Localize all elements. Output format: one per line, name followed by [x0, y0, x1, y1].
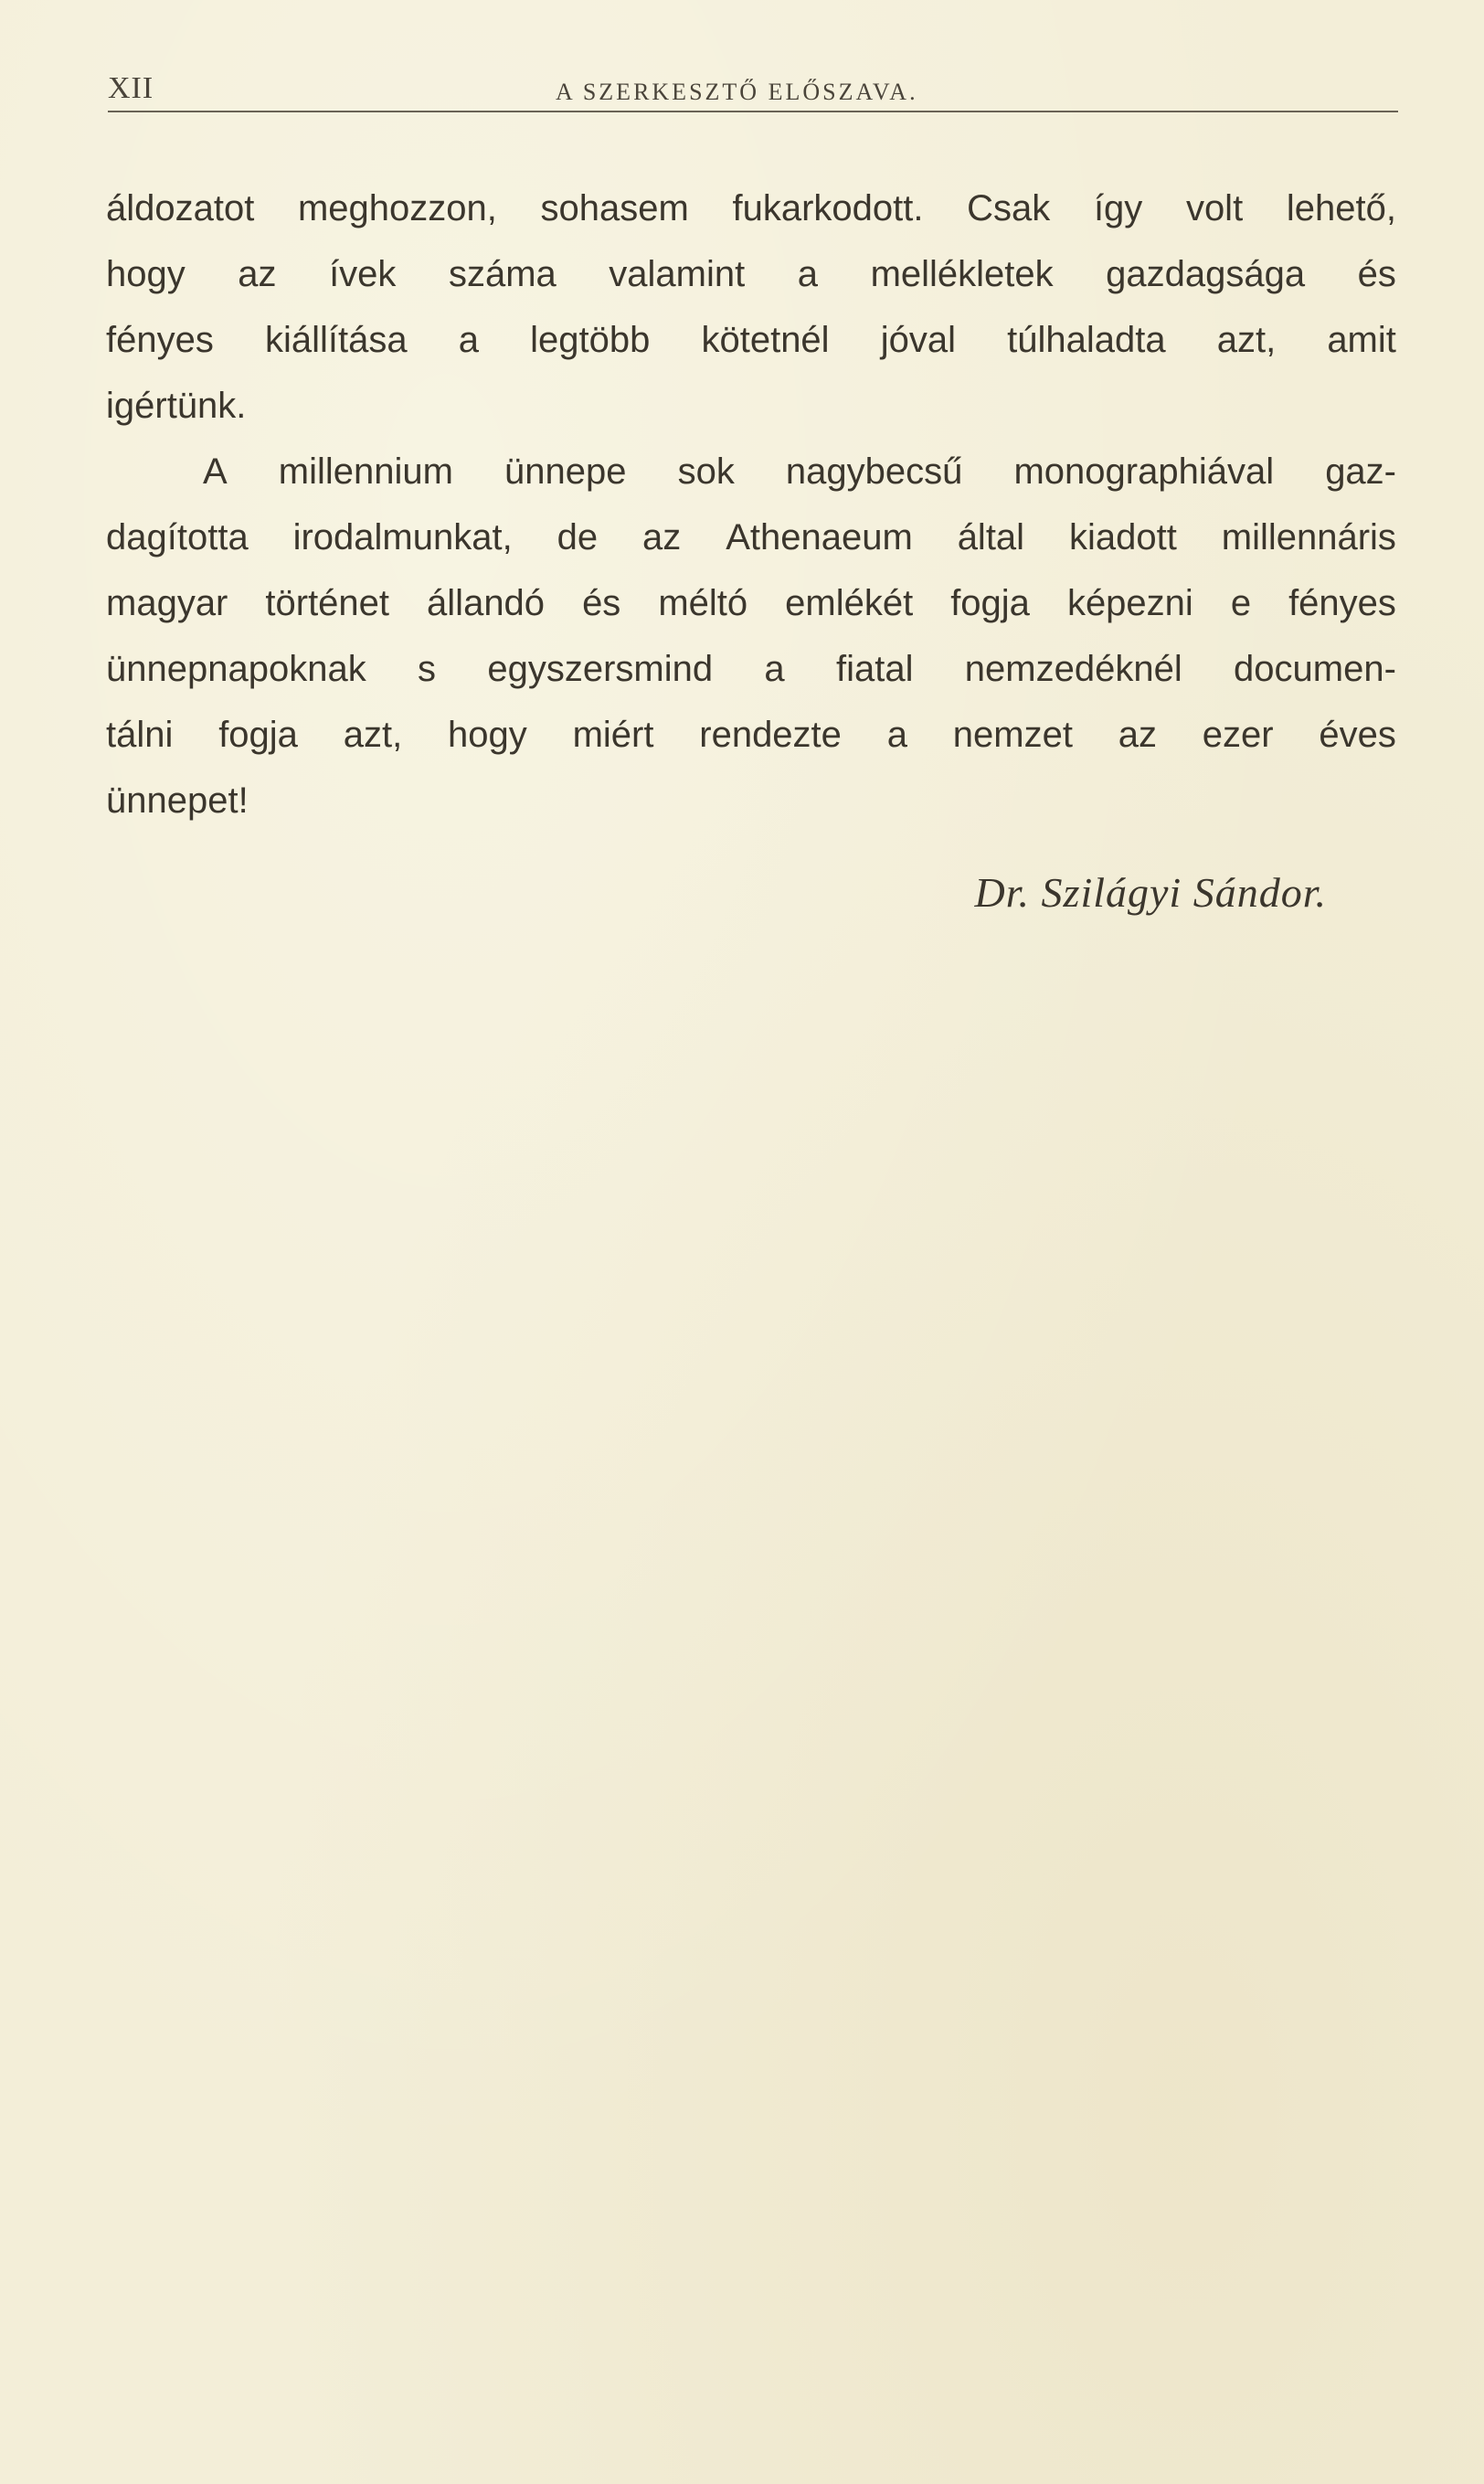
word: azt, — [1216, 320, 1277, 360]
word: kiadott — [1068, 517, 1177, 557]
word: gazdagsága — [1106, 254, 1306, 294]
word: által — [957, 517, 1025, 557]
word: ünnepet! — [106, 780, 249, 821]
paragraph-2 — [106, 439, 1396, 833]
text-line — [106, 702, 1396, 768]
word: állandó — [427, 583, 546, 623]
word: történet — [265, 583, 390, 623]
word: nemzedéknél — [964, 649, 1182, 689]
word: tálni — [106, 715, 174, 755]
word: fényes — [106, 320, 214, 360]
word: az — [1118, 715, 1157, 755]
word: Athenaeum — [726, 517, 913, 557]
word: dagította — [106, 517, 249, 557]
word: valamint — [609, 254, 746, 294]
word: száma — [448, 254, 556, 294]
word: egyszersmind — [487, 649, 714, 689]
paragraph-1 — [106, 175, 1396, 439]
word: amit — [1327, 320, 1396, 360]
word: fukarkodott. — [732, 188, 924, 228]
word: azt, — [343, 715, 403, 755]
word: méltó — [658, 583, 748, 623]
word: kiállítása — [264, 320, 408, 360]
word: így — [1093, 188, 1143, 228]
word: túlhaladta — [1007, 320, 1166, 360]
word: magyar — [106, 583, 228, 623]
text-line — [106, 307, 1396, 373]
word: e — [1230, 583, 1252, 623]
word: hogy — [448, 715, 527, 755]
word: ezer — [1202, 715, 1274, 755]
word: a — [797, 254, 819, 294]
text-line — [106, 439, 1396, 504]
word: Csak — [967, 188, 1051, 228]
word: irodalmunkat, — [292, 517, 513, 557]
word: fényes — [1288, 583, 1396, 623]
text-line — [106, 241, 1396, 307]
word: ünnepe — [504, 451, 627, 492]
word: fiatal — [835, 649, 914, 689]
word: igértünk. — [106, 386, 247, 426]
word: és — [582, 583, 621, 623]
word: A — [203, 451, 228, 492]
word: sohasem — [540, 188, 689, 228]
word: a — [764, 649, 785, 689]
header-rule — [108, 111, 1398, 112]
word: volt — [1185, 188, 1244, 228]
word: rendezte — [699, 715, 842, 755]
word: ünnepnapoknak — [106, 649, 366, 689]
word: áldozatot — [106, 188, 255, 228]
word: és — [1357, 254, 1396, 294]
text-line — [106, 768, 1396, 833]
word: documen- — [1234, 649, 1396, 689]
word: nemzet — [952, 715, 1073, 755]
word: monographiával — [1013, 451, 1275, 492]
word: képezni — [1066, 583, 1193, 623]
word: a — [886, 715, 907, 755]
word: az — [238, 254, 277, 294]
word: mellékletek — [870, 254, 1054, 294]
word: gaz- — [1325, 451, 1396, 492]
word: a — [458, 320, 479, 360]
word: hogy — [106, 254, 186, 294]
body-text — [106, 175, 1396, 833]
author-signature: Dr. Szilágyi Sándor. — [974, 869, 1327, 916]
word: emlékét — [785, 583, 914, 623]
word: millennium — [278, 451, 453, 492]
word: az — [642, 517, 682, 557]
word: miért — [572, 715, 654, 755]
word: éves — [1319, 715, 1396, 755]
word: kötetnél — [701, 320, 830, 360]
word: nagybecsű — [785, 451, 963, 492]
word: legtöbb — [530, 320, 651, 360]
text-line — [106, 570, 1396, 636]
word: ívek — [329, 254, 397, 294]
word: meghozzon, — [297, 188, 497, 228]
word: fogja — [218, 715, 298, 755]
word: de — [556, 517, 599, 557]
page-number: XII — [108, 71, 154, 105]
word: lehető, — [1286, 188, 1396, 228]
text-line — [106, 636, 1396, 702]
word: s — [418, 649, 437, 689]
word: jóval — [880, 320, 956, 360]
running-head — [108, 64, 1398, 115]
word: sok — [677, 451, 735, 492]
word: fogja — [950, 583, 1030, 623]
text-line — [106, 504, 1396, 570]
running-head-title: A SZERKESZTŐ ELŐSZAVA. — [556, 79, 918, 105]
text-line — [106, 175, 1396, 241]
word: millennáris — [1221, 517, 1396, 557]
text-line — [106, 373, 1396, 439]
